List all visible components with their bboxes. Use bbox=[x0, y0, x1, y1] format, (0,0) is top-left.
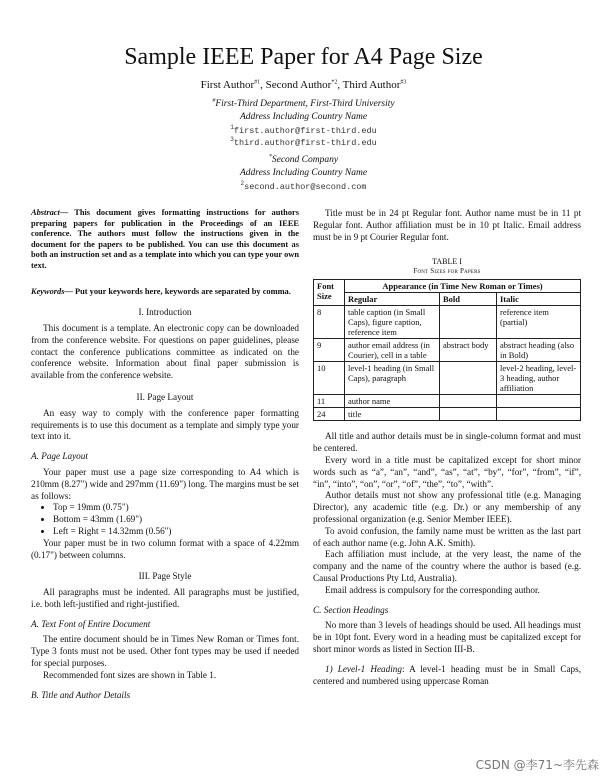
level1-heading-text bbox=[313, 664, 581, 688]
affil-1-sup: # bbox=[212, 97, 216, 104]
list-item: • Top = 19mm (0.75") bbox=[53, 502, 299, 514]
cell-size: 11 bbox=[314, 395, 345, 408]
subsection-heading-title-author: B. Title and Author Details bbox=[31, 689, 131, 700]
title-font-text: Title must be in 24 pt Regular font. Author name must be in 11 pt Regular font. Author affiliation must be in 10 pt Italic. Email address must be in 9 pt Courier Regular font. bbox=[313, 208, 581, 242]
subsection-heading-page-layout: A. Page Layout bbox=[31, 451, 88, 462]
left-column bbox=[31, 208, 299, 705]
header-appearance: Appearance (in Time New Roman or Times) bbox=[345, 280, 581, 293]
watermark: CSDN @李71~李先森 bbox=[475, 758, 599, 772]
email-2: second.author@second.com bbox=[244, 182, 367, 192]
affiliation-text: Each affiliation must include, at the very least, the name of the company and the name of the country where the author is based (e.g. Causal Productions Pty Ltd, Australia). bbox=[313, 549, 581, 583]
cell-size: 24 bbox=[314, 408, 345, 421]
email-compulsory-text: Email address is compulsory for the corresponding author. bbox=[325, 584, 540, 595]
two-column-text: Your paper must be in two column format with a space of 4.22mm (0.17") between columns. bbox=[31, 537, 299, 560]
cell-italic bbox=[497, 408, 581, 421]
cell-regular: level-1 heading (in Small Caps), paragraph bbox=[345, 362, 440, 395]
author-2-sup: *2 bbox=[331, 79, 338, 86]
author-3-sup: #3 bbox=[400, 79, 407, 86]
cell-bold bbox=[440, 395, 497, 408]
subsection-heading-text-font: A. Text Font of Entire Document bbox=[31, 618, 151, 629]
page-style-text: All paragraphs must be indented. All paragraphs must be justified, i.e. both left-justified and right-justified. bbox=[31, 587, 299, 609]
keywords-label: Keywords bbox=[31, 286, 65, 296]
single-column-text: All title and author details must be in single-column format and must be centered. bbox=[313, 431, 581, 454]
abstract bbox=[31, 208, 299, 272]
cell-size: 8 bbox=[314, 306, 345, 339]
author-details-text: Author details must not show any professional title (e.g. Managing Director), any academic title (e.g. Dr.) or any membership of any professional organization (e.g. Senior Member IEEE). bbox=[313, 490, 581, 524]
header-italic: Italic bbox=[497, 293, 581, 306]
paper-title: Sample IEEE Paper for A4 Page Size bbox=[124, 44, 483, 70]
cell-bold bbox=[440, 306, 497, 339]
table-row bbox=[314, 306, 581, 339]
cell-bold: abstract body bbox=[440, 339, 497, 362]
family-name-text: To avoid confusion, the family name must be written as the last part of each author name (e.g. John A.K. Smith). bbox=[313, 525, 581, 548]
table-subheader-row bbox=[314, 293, 581, 306]
email-3-sup: 3 bbox=[230, 136, 234, 144]
emails-1 bbox=[0, 125, 607, 149]
affiliation-1 bbox=[0, 98, 607, 123]
font-sizes-text: Recommended font sizes are shown in Table 1. bbox=[43, 669, 217, 680]
header-font-size: Font Size bbox=[314, 280, 345, 306]
table-row bbox=[314, 339, 581, 362]
list-item: • Left = Right = 14.32mm (0.56") bbox=[53, 526, 299, 538]
keywords bbox=[31, 287, 299, 298]
cell-size: 9 bbox=[314, 339, 345, 362]
page-layout-text: An easy way to comply with the conference paper formatting requirements is to use this document as a template and simply type your text into it. bbox=[31, 407, 299, 442]
table-row bbox=[314, 408, 581, 421]
table-header-row bbox=[314, 280, 581, 293]
cell-italic: abstract heading (also in Bold) bbox=[497, 339, 581, 362]
level1-body: : A level-1 heading must be in Small Caps, centered and numbered using uppercase Roman bbox=[313, 663, 582, 686]
capitalize-text: Every word in a title must be capitalized except for short minor words such as “a”, “an”, “and”, “as”, “at”, “by”, “for”, “from”, “if”, “in”, “into”, “on”, “or”, “of”, “the”, “to”, “with”. bbox=[313, 454, 581, 489]
affil-2-line1: Second Company bbox=[271, 155, 339, 165]
emails-2 bbox=[0, 181, 607, 193]
affil-1-line1: First-Third Department, First-Third University bbox=[215, 99, 395, 109]
affiliation-2 bbox=[0, 154, 607, 179]
author-1: First Author bbox=[200, 79, 255, 91]
section-headings-text: No more than 3 levels of headings should be used. All headings must be in 10pt font. Every word in a heading must be capitalized except for short minor words as listed in Section III-B. bbox=[313, 620, 581, 654]
subsection-heading-section-headings: C. Section Headings bbox=[313, 604, 389, 615]
cell-italic: level-2 heading, level-3 heading, author affiliation bbox=[497, 362, 581, 395]
margin-list bbox=[31, 502, 299, 537]
right-column bbox=[313, 208, 581, 687]
cell-regular: author name bbox=[345, 395, 440, 408]
author-line: First Author$^{\#1}$, Second Author$^{*2}$, Third Author$^{\#3}$ bbox=[200, 79, 407, 91]
list-item: • Bottom = 43mm (1.69") bbox=[53, 514, 299, 526]
affil-2-line2: Address Including Country Name bbox=[239, 167, 368, 178]
cell-bold bbox=[440, 362, 497, 395]
page-layout-sub-text: Your paper must use a page size corresponding to A4 which is 210mm (8.27") wide and 297mm (11.69") long. The margins must be set as follows: bbox=[31, 466, 299, 501]
cell-bold bbox=[440, 408, 497, 421]
text-font-text: The entire document should be in Times New Roman or Times font. Type 3 fonts must not be used. Other font types may be used if needed for special purposes. bbox=[31, 634, 299, 669]
email-2-sup: 2 bbox=[240, 180, 245, 188]
cell-regular: title bbox=[345, 408, 440, 421]
cell-italic bbox=[497, 395, 581, 408]
cell-italic: reference item (partial) bbox=[497, 306, 581, 339]
keywords-text: — Put your keywords here, keywords are separated by comma. bbox=[64, 286, 291, 296]
author-2: Second Author bbox=[265, 79, 332, 91]
author-1-sup: #1 bbox=[254, 79, 261, 86]
introduction-text: This document is a template. An electronic copy can be downloaded from the conference website. For questions on paper guidelines, please contact the conference publications committee as indicated on the conference website. Information about final paper submission is available from the conference website. bbox=[31, 322, 299, 381]
cell-regular: table caption (in Small Caps), figure caption, reference item bbox=[345, 306, 440, 339]
font-size-table bbox=[313, 279, 581, 421]
table-label: TABLE I bbox=[432, 257, 462, 267]
email-3: third.author@first-third.edu bbox=[233, 138, 377, 148]
level1-label: 1) Level-1 Heading bbox=[325, 663, 402, 674]
cell-regular: author email address (in Courier), cell in a table bbox=[345, 339, 440, 362]
header-bold: Bold bbox=[440, 293, 497, 306]
section-heading-page-layout: II. Page Layout bbox=[136, 391, 194, 402]
abstract-label: Abstract bbox=[31, 208, 60, 217]
table-row bbox=[314, 362, 581, 395]
table-title: Font Sizes for Papers bbox=[413, 267, 481, 276]
section-heading-introduction: I. Introduction bbox=[138, 307, 192, 318]
email-1: first.author@first-third.edu bbox=[233, 126, 377, 136]
abstract-text: — This document gives formatting instructions for authors preparing papers for publication in the Proceedings of an IEEE conference. The authors must follow the instructions given in the document for the papers to be published. You can use this document as both an instruction set and as a template into which you can type your own text. bbox=[31, 208, 299, 270]
author-3: Third Author bbox=[342, 79, 401, 91]
section-heading-page-style: III. Page Style bbox=[138, 571, 192, 582]
affil-2-sup: * bbox=[268, 153, 272, 160]
table-row bbox=[314, 395, 581, 408]
header-regular: Regular bbox=[345, 293, 440, 306]
cell-size: 10 bbox=[314, 362, 345, 395]
email-1-sup: 1 bbox=[230, 124, 234, 132]
affil-1-line2: Address Including Country Name bbox=[239, 111, 368, 122]
